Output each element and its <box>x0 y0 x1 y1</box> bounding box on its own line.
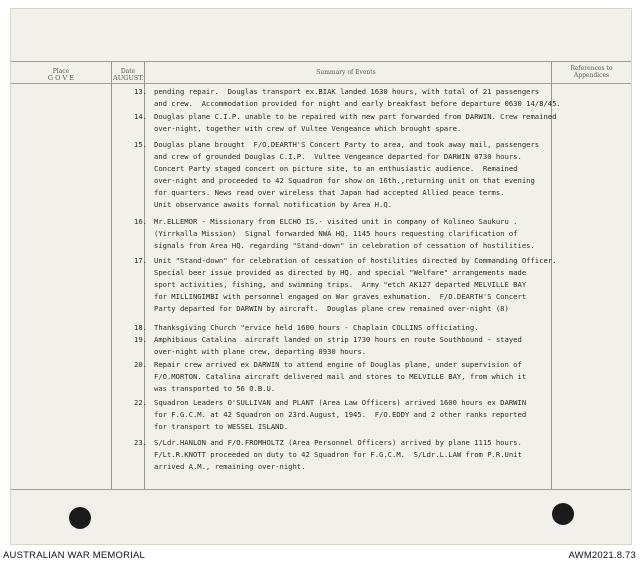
entry-day: 15. <box>134 140 147 149</box>
entry-line: for transport to WESSEL ISLAND. <box>154 422 289 431</box>
punch-hole-left <box>69 507 91 529</box>
entry-day: 17. <box>134 256 147 265</box>
table-bottom-rule <box>11 489 631 490</box>
entry-day: 16. <box>134 217 147 226</box>
entry-line: Mr.ELLEMOR - Missionary from ELCHO IS.- visited unit in company of Kolineo Saukuru . <box>154 217 518 226</box>
entry-line: Concert Party staged concert on picture site, to an enthusiastic audience. Remained <box>154 164 518 173</box>
summary-header: Summary of Events <box>316 69 376 76</box>
entry-line: Repair crew arrived ex DARWIN to attend engine of Douglas plane, under supervision of <box>154 360 522 369</box>
header-bottom-rule <box>11 83 631 84</box>
document-sheet <box>10 8 632 545</box>
footer-accession-number: AWM2021.8.73 <box>568 550 636 561</box>
entry-line: (Yirrkalla Mission) Signal forwarded NWA HQ. 1145 hours requesting clarification of <box>154 229 518 238</box>
entry-line: Squadron Leaders O'SULLIVAN and PLANT (Area Law Officers) arrived 1600 hours ex DARWIN <box>154 398 527 407</box>
entry-line: arrived A.M., remaining over-night. <box>154 462 306 471</box>
entry-line: over-night with plane crew, departing 0930 hours. <box>154 347 367 356</box>
entry-line: Party departed for DARWIN by aircraft. Douglas plane crew remained over-night (8) <box>154 304 509 313</box>
entry-line: signals from Area HQ. regarding "Stand-down" in celebration of cessation of hostilities. <box>154 241 535 250</box>
entry-line: S/Ldr.HANLON and F/O.FROMHOLTZ (Area Personnel Officers) arrived by plane 1115 hours. <box>154 438 522 447</box>
appendices-label: Appendices <box>573 72 610 79</box>
entry-line: Douglas plane brought F/O.DEARTH'S Concert Party to area, and took away mail, passengers <box>154 140 540 149</box>
entry-line: Douglas plane C.I.P. unable to be repaired with new part forwarded from DARWIN. Crew remained <box>154 112 557 121</box>
place-header <box>31 68 91 82</box>
entry-line: F/Lt.R.KNOTT proceeded on duty to 42 Squadron for F.G.C.M. S/Ldr.L.LAW from P.R.Unit <box>154 450 522 459</box>
entry-line: sport activities, fishing, and swimming trips. Army "etch AK127 departed MELVILLE BAY <box>154 280 527 289</box>
entry-line: was transported to 56 O.B.U. <box>154 384 276 393</box>
column-divider-date <box>144 61 145 489</box>
place-label: Place <box>52 68 70 75</box>
entry-line: Amphibious Catalina aircraft landed on strip 1730 hours en route Southbound - stayed <box>154 335 522 344</box>
footer-institution: AUSTRALIAN WAR MEMORIAL <box>3 550 146 561</box>
entry-line: over-night and proceeded to 42 Squadron for show on 16th.,returning unit on that evening <box>154 176 535 185</box>
entry-line: Thanksgiving Church "ervice held 1600 hours - Chaplain COLLINS officiating. <box>154 323 479 332</box>
entry-line: Unit "Stand-down" for celebration of cessation of hostilities directed by Commanding Officer. <box>154 256 557 265</box>
entry-line: over-night, together with crew of Vultee Vengeance which brought spare. <box>154 124 462 133</box>
punch-hole-right <box>552 503 574 525</box>
entry-line: for quarters. News read over wireless that Japan had accepted Allied peace terms. <box>154 188 505 197</box>
entry-line: and crew of grounded Douglas C.I.P. Vultee Vengeance departed for DARWIN 0730 hours. <box>154 152 522 161</box>
date-label: Date <box>120 68 136 75</box>
place-value: G O V E <box>47 74 75 82</box>
entry-day: 22. <box>134 398 147 407</box>
header-top-rule <box>11 61 631 62</box>
entry-day: 14. <box>134 112 147 121</box>
entry-line: Unit observance awaits formal notification by Area H.Q. <box>154 200 392 209</box>
entry-day: 23. <box>134 438 147 447</box>
entry-line: for F.G.C.M. at 42 Squadron on 23rd.August, 1945. F/O.EDDY and 2 other ranks reported <box>154 410 527 419</box>
entry-day: 20. <box>134 360 147 369</box>
entry-line: F/O.MORTON. Catalina aircraft delivered mail and stores to MELVILLE BAY, from which it <box>154 372 527 381</box>
entry-day: 19. <box>134 335 147 344</box>
column-divider-refs <box>551 61 552 489</box>
entry-line: and crew. Accommodation provided for night and early breakfast before departure 0630 14/8/45. <box>154 99 561 108</box>
entry-line: for MILLINGIMBI with personnel engaged on War graves exhumation. F/O.DEARTH'S Concert <box>154 292 527 301</box>
entry-line: pending repair. Douglas transport ex.BIAK landed 1630 hours, with total of 21 passengers <box>154 87 540 96</box>
entry-day: 18. <box>134 323 147 332</box>
date-header <box>113 68 143 82</box>
references-label: References to <box>570 65 613 72</box>
date-value: AUGUST. <box>113 74 144 82</box>
column-divider-place <box>111 61 112 489</box>
entry-day: 13. <box>134 87 147 96</box>
entry-line: Special beer issue provided as directed by HQ. and special "Welfare" arrangements made <box>154 268 527 277</box>
references-header <box>554 65 629 79</box>
